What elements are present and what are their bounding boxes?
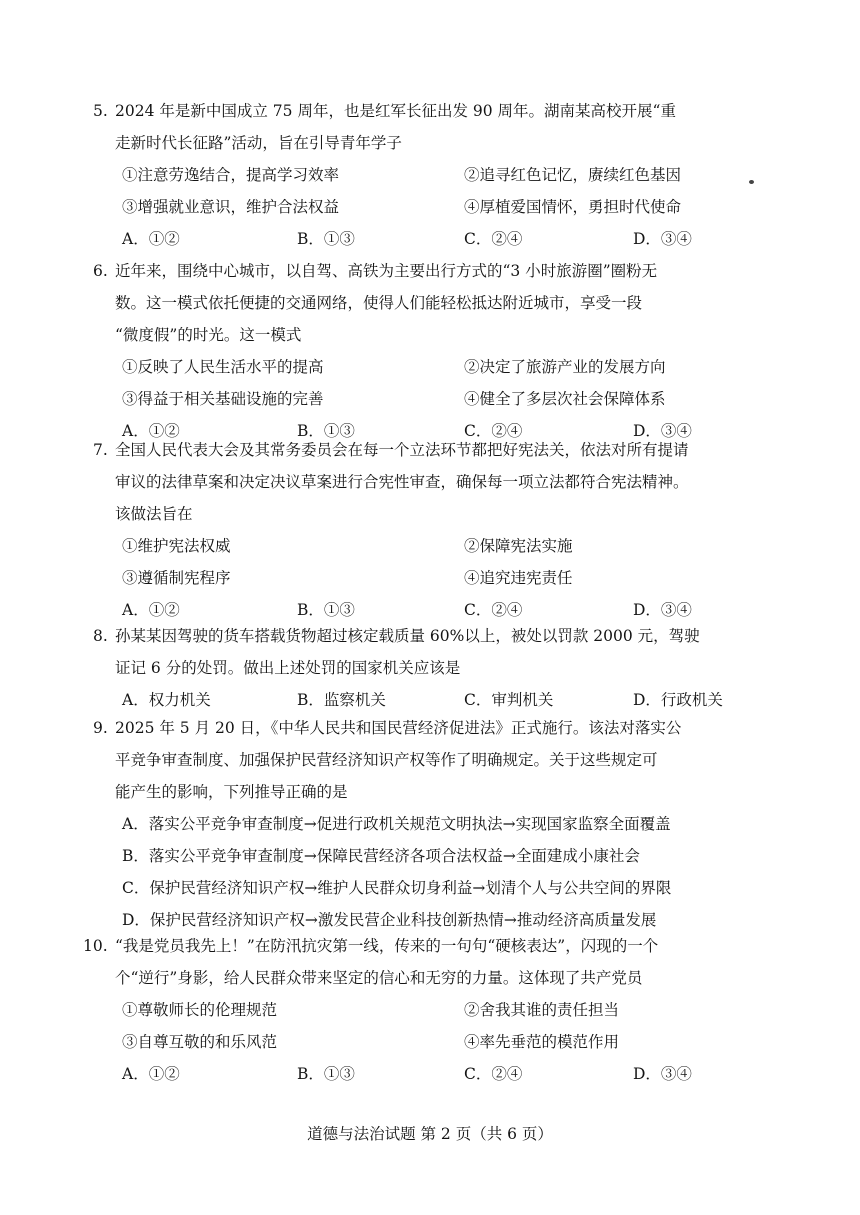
option-d: D．③④	[633, 422, 692, 440]
question-number: 9.	[93, 719, 108, 737]
option-a: A．①②	[122, 230, 180, 248]
option-c: C．保护民营经济知识产权→维护人民群众切身利益→划清个人与公共空间的界限	[122, 879, 672, 897]
option-c: C．审判机关	[464, 691, 554, 709]
statement-1: ①反映了人民生活水平的提高	[122, 358, 324, 376]
question-stem-line: 能产生的影响，下列推导正确的是	[115, 783, 348, 801]
question-number: 8.	[93, 627, 108, 645]
question-stem-line: “我是党员我先上！”在防汛抗灾第一线，传来的一句句“硬核表达”，闪现的一个	[115, 937, 659, 955]
statement-2: ②舍我其谁的责任担当	[464, 1001, 620, 1019]
scan-speck	[749, 180, 754, 184]
statement-4: ④追究违宪责任	[464, 569, 573, 587]
option-b: B．监察机关	[297, 691, 386, 709]
option-b: B．①③	[297, 1065, 355, 1083]
option-b: B．①③	[297, 422, 355, 440]
question-stem-line: 数。这一模式依托便捷的交通网络，使得人们能轻松抵达附近城市，享受一段	[115, 294, 643, 312]
option-c: C．②④	[464, 1065, 523, 1083]
question-stem-line: 个“逆行”身影，给人民群众带来坚定的信心和无穷的力量。这体现了共产党员	[115, 969, 643, 987]
question-10	[83, 930, 775, 1090]
question-9	[93, 712, 775, 936]
option-d: D．保护民营经济知识产权→激发民营企业科技创新热情→推动经济高质量发展	[122, 911, 657, 929]
statement-1: ①尊敬师长的伦理规范	[122, 1001, 278, 1019]
question-5	[93, 95, 775, 255]
question-8	[93, 620, 775, 716]
question-7	[93, 434, 775, 626]
option-b: B．①③	[297, 601, 355, 619]
question-stem-line: 审议的法律草案和决定决议草案进行合宪性审查，确保每一项立法都符合宪法精神。	[115, 473, 689, 491]
statement-4: ④健全了多层次社会保障体系	[464, 390, 666, 408]
statement-2: ②决定了旅游产业的发展方向	[464, 358, 666, 376]
option-d: D．行政机关	[633, 691, 723, 709]
option-b: B．①③	[297, 230, 355, 248]
question-stem-line: 2025 年 5 月 20 日，《中华人民共和国民营经济促进法》正式施行。该法对落实公	[115, 719, 682, 737]
statement-3: ③得益于相关基础设施的完善	[122, 390, 324, 408]
option-a: A．落实公平竞争审查制度→促进行政机关规范文明执法→实现国家监察全面覆盖	[122, 815, 671, 833]
question-stem-line: 全国人民代表大会及其常务委员会在每一个立法环节都把好宪法关，依法对所有提请	[115, 441, 689, 459]
statement-4: ④厚植爱国情怀，勇担时代使命	[464, 198, 682, 216]
question-number: 10.	[83, 937, 108, 955]
statement-2: ②追寻红色记忆，赓续红色基因	[464, 166, 682, 184]
question-stem-line: 近年来，围绕中心城市，以自驾、高铁为主要出行方式的“3 小时旅游圈”圈粉无	[115, 262, 658, 280]
option-d: D．③④	[633, 601, 692, 619]
question-stem-line: 孙某某因驾驶的货车搭载货物超过核定载质量 60%以上，被处以罚款 2000 元，驾驶	[115, 627, 700, 645]
statement-3: ③自尊互敬的和乐风范	[122, 1033, 278, 1051]
option-c: C．②④	[464, 601, 523, 619]
question-stem-line: 走新时代长征路”活动，旨在引导青年学子	[115, 134, 402, 152]
option-a: A．权力机关	[122, 691, 211, 709]
page-footer: 道德与法治试题 第 2 页（共 6 页）	[307, 1125, 553, 1143]
statement-1: ①维护宪法权威	[122, 537, 231, 555]
question-stem-line: 该做法旨在	[115, 505, 193, 523]
option-a: A．①②	[122, 601, 180, 619]
statement-3: ③遵循制宪程序	[122, 569, 231, 587]
question-6	[93, 255, 775, 447]
option-b: B．落实公平竞争审查制度→保障民营经济各项合法权益→全面建成小康社会	[122, 847, 640, 865]
option-a: A．①②	[122, 422, 180, 440]
option-c: C．②④	[464, 230, 523, 248]
question-stem-line: 平竞争审查制度、加强保护民营经济知识产权等作了明确规定。关于这些规定可	[115, 751, 658, 769]
statement-2: ②保障宪法实施	[464, 537, 573, 555]
option-c: C．②④	[464, 422, 523, 440]
statement-3: ③增强就业意识，维护合法权益	[122, 198, 340, 216]
question-stem-line: 2024 年是新中国成立 75 周年，也是红军长征出发 90 周年。湖南某高校开展“重	[115, 102, 676, 120]
question-stem-line: 证记 6 分的处罚。做出上述处罚的国家机关应该是	[115, 659, 461, 677]
question-number: 5.	[93, 102, 108, 120]
option-d: D．③④	[633, 230, 692, 248]
option-d: D．③④	[633, 1065, 692, 1083]
question-stem-line: “微度假”的时光。这一模式	[115, 326, 302, 344]
statement-1: ①注意劳逸结合，提高学习效率	[122, 166, 340, 184]
question-number: 7.	[93, 441, 108, 459]
question-number: 6.	[93, 262, 108, 280]
option-a: A．①②	[122, 1065, 180, 1083]
statement-4: ④率先垂范的模范作用	[464, 1033, 620, 1051]
